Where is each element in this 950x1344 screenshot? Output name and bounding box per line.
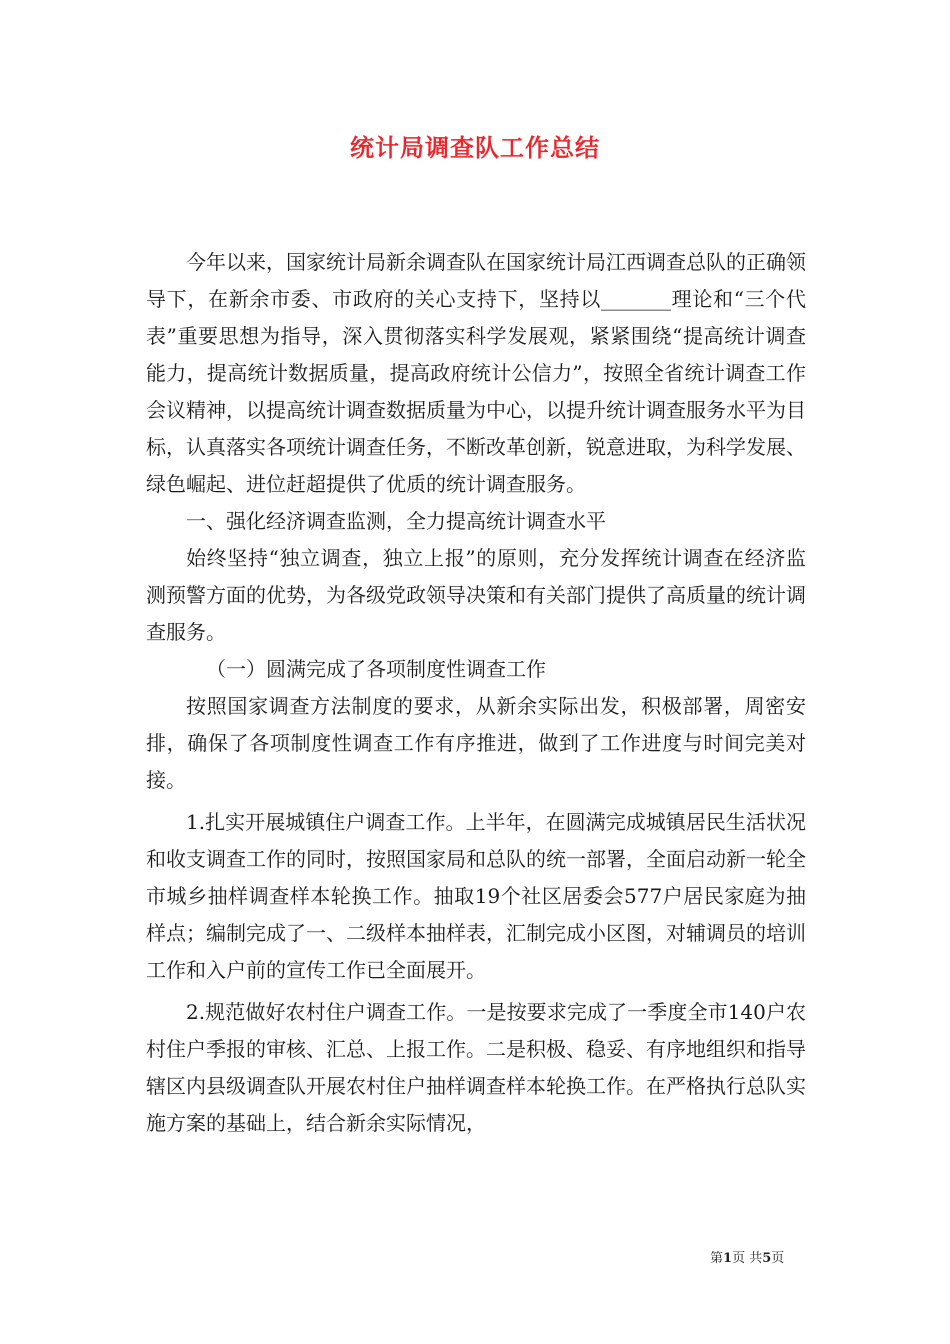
intro-paragraph: 今年以来，国家统计局新余调查队在国家统计局江西调查总队的正确领导下，在新余市委、市政府的关心支持下，坚持以_______理论和“三个代表”重要思想为指导，深入贯彻落实科学发展观，紧紧围绕“提高统计调查能力，提高统计数据质量，提高政府统计公信力”，按照全省统计调查工作会议精神，以提高统计调查数据质量为中心，以提升统计调查服务水平为目标，认真落实各项统计调查任务，不断改革创新，锐意进取，为科学发展、绿色崛起、进位赶超提供了优质的统计调查服务。: [146, 250, 806, 496]
section-heading-1: 一、强化经济调查监测，全力提高统计调查水平: [186, 509, 606, 533]
section-1-paragraph: 始终坚持“独立调查，独立上报”的原则，充分发挥统计调查在经济监测预警方面的优势，为各级党政领导决策和有关部门提供了高质量的统计调查服务。: [146, 546, 806, 644]
footer-prefix: 第: [710, 1251, 724, 1266]
footer-current-page: 1: [723, 1251, 733, 1266]
item-2-paragraph: 2.规范做好农村住户调查工作。一是按要求完成了一季度全市140户农村住户季报的审核、汇总、上报工作。二是积极、稳妥、有序地组织和指导辖区内县级调查队开展农村住户抽样调查样本轮换工作。在严格执行总队实施方案的基础上，结合新余实际情况，: [146, 1000, 806, 1135]
footer-middle: 页 共: [732, 1251, 763, 1266]
subsection-1-paragraph: 按照国家调查方法制度的要求，从新余实际出发，积极部署，周密安排，确保了各项制度性调查工作有序推进，做到了工作进度与时间完美对接。: [146, 694, 806, 792]
document-body: [146, 244, 806, 1142]
item-1-paragraph: 1.扎实开展城镇住户调查工作。上半年，在圆满完成城镇居民生活状况和收支调查工作的同时，按照国家局和总队的统一部署，全面启动新一轮全市城乡抽样调查样本轮换工作。抽取19个社区居委会577户居民家庭为抽样点；编制完成了一、二级样本抽样表，汇制完成小区图，对辅调员的培训工作和入户前的宣传工作已全面展开。: [146, 810, 806, 982]
subsection-heading-1: （一）圆满完成了各项制度性调查工作: [206, 657, 546, 681]
page-number-footer: [710, 1247, 784, 1266]
footer-suffix: 页: [771, 1251, 785, 1266]
document-title: 统计局调查队工作总结: [350, 133, 600, 162]
footer-total-pages: 5: [762, 1251, 772, 1266]
